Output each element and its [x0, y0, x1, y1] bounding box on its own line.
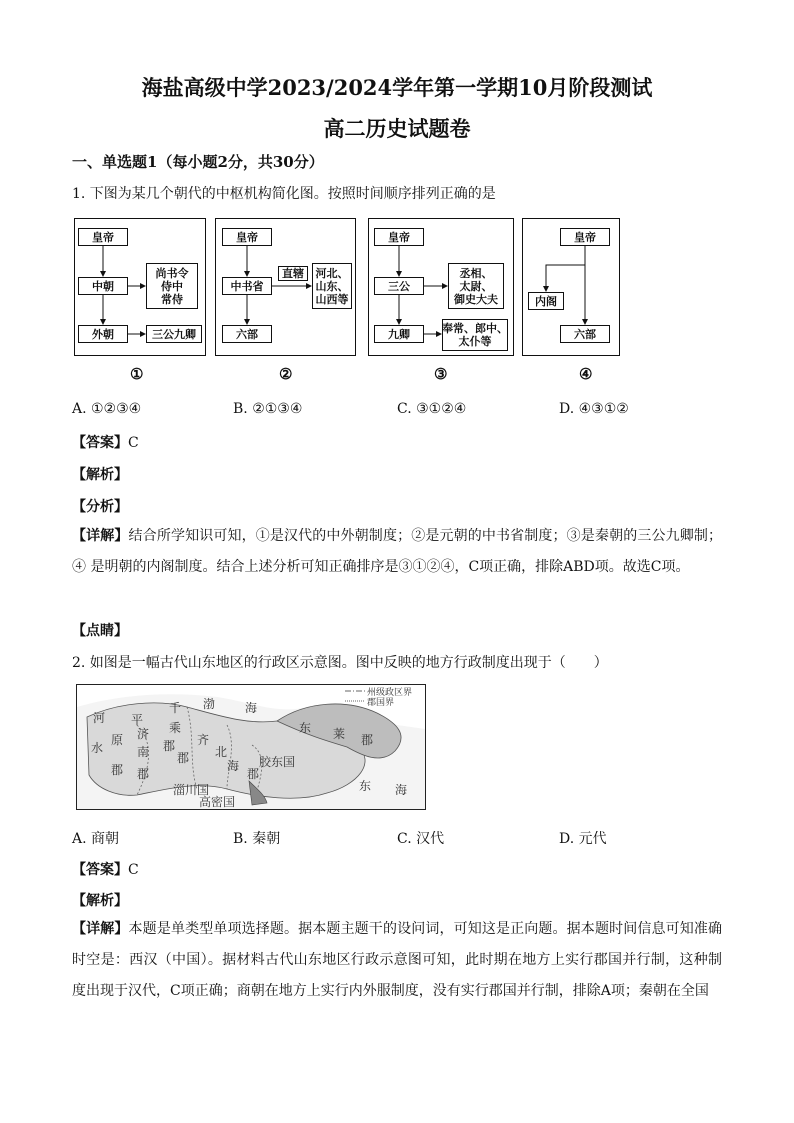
q1-option-a: A. ①②③④: [72, 401, 142, 417]
q2-map: [76, 684, 426, 810]
d4-neige: 内阁: [528, 292, 564, 310]
map-label-hai3: 海: [395, 783, 408, 797]
map-label-jun3: 郡: [137, 767, 150, 781]
map-label-hai1: 海: [245, 701, 258, 715]
q1-stem: 1. 下图为某几个朝代的中枢机构简化图。按照时间顺序排列正确的是: [72, 186, 496, 202]
answer-value: C: [128, 435, 139, 451]
d3-sangong: 三公: [374, 277, 424, 295]
map-label-zichuan: 淄川国: [173, 783, 210, 797]
q1-answer: [72, 432, 139, 452]
map-label-dong: 东: [299, 721, 312, 735]
page-title: 海盐高级中学2023/2024学年第一学期10月阶段测试: [141, 75, 653, 100]
q2-detail: [72, 914, 722, 1007]
d3-jiuqing: 九卿: [374, 325, 424, 343]
map-label-jun6: 郡: [177, 751, 190, 765]
page-subtitle: 高二历史试题卷: [323, 116, 471, 141]
map-label-hai2: 海: [227, 759, 240, 773]
d4-label: ④: [579, 365, 593, 383]
q1-option-d: D. ④③①②: [559, 401, 629, 417]
map-label-bei: 北: [215, 745, 228, 759]
detail-text: 本题是单类型单项选择题。据本题主题干的设问词，可知这是正向题。据本题时间信息可知准确时空是：西汉（中国）。据材料古代山东地区行政示意图可知，此时期在地方上实行郡国并行制，这种制度出现于汉代，C项正确；商朝在地方上实行内外服制度，没有实行郡国并行制，排除A项；秦朝在全国: [72, 921, 723, 999]
q1-detail: [72, 521, 722, 583]
d1-outer-court: 外朝: [78, 325, 128, 343]
q2-answer: [72, 859, 139, 879]
map-label-he: 河: [93, 711, 106, 725]
q2-option-d: D. 元代: [559, 831, 607, 847]
map-label-qian: 千: [169, 701, 182, 715]
d2-zhongshusheng: 中书省: [222, 277, 272, 295]
detail-tag: 【详解】: [72, 528, 129, 544]
map-label-jiaodong: 胶东国: [259, 755, 296, 769]
d2-emperor: 皇帝: [222, 228, 272, 246]
map-label-jinan2: 南: [137, 745, 150, 759]
map-label-jun5: 郡: [361, 733, 374, 747]
d4-emperor: 皇帝: [560, 228, 610, 246]
legend-jun: 郡国界: [367, 698, 395, 708]
q1-fenxi-tag: 【分析】: [72, 499, 128, 515]
d4-six-ministries: 六部: [560, 325, 610, 343]
q2-option-c: C. 汉代: [397, 831, 445, 847]
d1-outer-officials: 三公九卿: [146, 325, 202, 343]
q1-analysis-tag: 【解析】: [72, 467, 128, 483]
section-heading: 一、单选题1（每小题2分，共30分）: [72, 153, 324, 171]
map-label-lai: 莱: [333, 727, 346, 741]
map-label-dong2: 东: [359, 779, 372, 793]
q2-option-a: A. 商朝: [72, 831, 120, 847]
diagram-arrows: [72, 215, 632, 390]
q1-diagram-figure: [72, 215, 632, 390]
q2-analysis-tag: 【解析】: [72, 893, 128, 909]
map-label-qi: 齐: [197, 733, 210, 747]
map-label-yuan: 原: [111, 733, 124, 747]
q2-stem: 2. 如图是一幅古代山东地区的行政区示意图。图中反映的地方行政制度出现于（ ）: [72, 655, 608, 671]
q2-option-b: B. 秦朝: [233, 831, 281, 847]
map-label-jun2: 郡: [163, 739, 176, 753]
d1-label: ①: [130, 365, 144, 383]
map-label-jinan1: 济: [137, 727, 150, 741]
answer-tag: 【答案】: [72, 862, 128, 878]
answer-tag: 【答案】: [72, 435, 128, 451]
map-label-bo: 渤: [203, 697, 216, 711]
map-label-jun4: 郡: [247, 767, 260, 781]
answer-value: C: [128, 862, 139, 878]
d1-emperor: 皇帝: [78, 228, 128, 246]
d3-label: ③: [434, 365, 448, 383]
d1-inner-officials: 尚书令 侍中 常侍: [146, 263, 198, 309]
map-label-cheng: 乘: [169, 721, 182, 735]
legend-state: 州级政区界: [367, 688, 413, 698]
d2-region: 河北、 山东、 山西等: [312, 263, 352, 309]
detail-tag: 【详解】: [72, 921, 129, 937]
q1-option-b: B. ②①③④: [233, 401, 303, 417]
d2-label: ②: [279, 365, 293, 383]
map-label-ping: 平: [131, 713, 144, 727]
d1-inner-court: 中朝: [78, 277, 128, 295]
d3-sangong-officials: 丞相、 太尉、 御史大夫: [448, 263, 504, 309]
map-label-gaomi: 高密国: [199, 795, 236, 809]
d3-jiuqing-officials: 奉常、郎中、 太仆等: [442, 319, 508, 351]
q1-option-c: C. ③①②④: [397, 401, 467, 417]
map-label-jun1: 郡: [111, 763, 124, 777]
q1-dianjing-tag: 【点睛】: [72, 623, 128, 639]
d2-six-ministries: 六部: [222, 325, 272, 343]
d2-zhili: 直辖: [278, 266, 308, 281]
map-label-shui: 水: [91, 741, 104, 755]
detail-text: 结合所学知识可知，①是汉代的中外朝制度；②是元朝的中书省制度；③是秦朝的三公九卿制；④ 是明朝的内阁制度。结合上述分析可知正确排序是③①②④，C项正确，排除ABD项。故选C项。: [72, 528, 723, 575]
d3-emperor: 皇帝: [374, 228, 424, 246]
